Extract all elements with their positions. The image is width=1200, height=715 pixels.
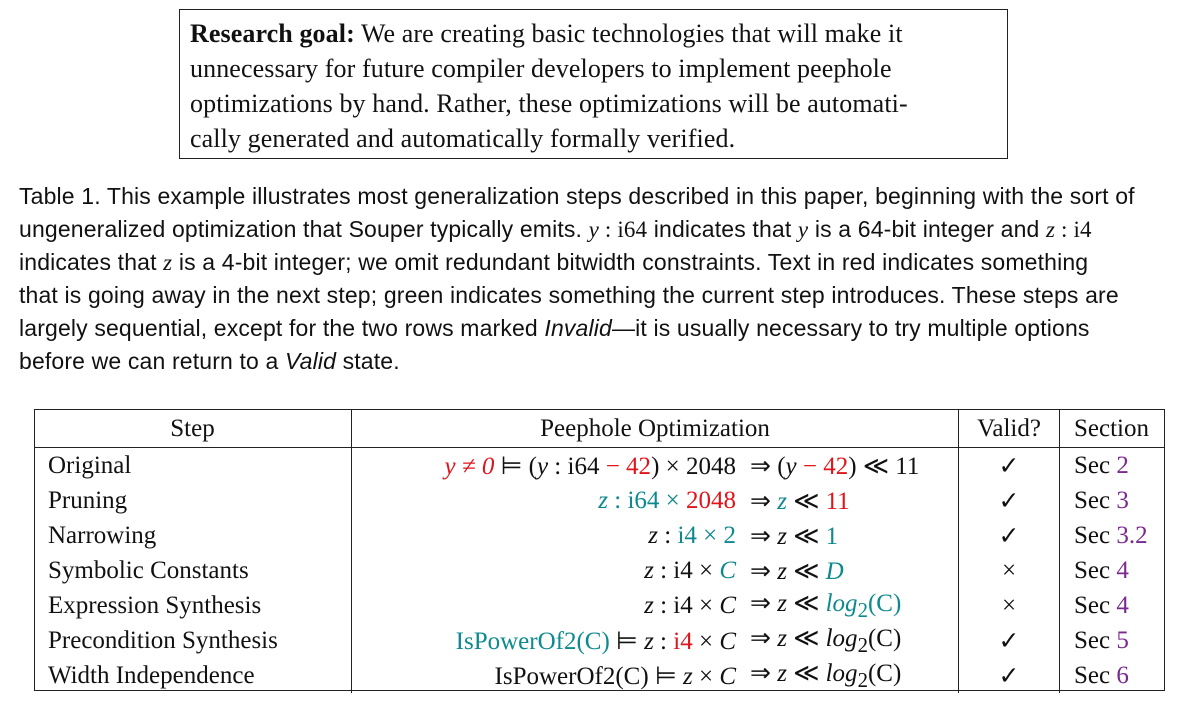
caption-text: state. xyxy=(336,348,400,374)
section-cell xyxy=(1060,658,1165,693)
log-base: 2 xyxy=(857,668,868,692)
step-cell: Precondition Synthesis xyxy=(48,626,278,654)
step-cell: Narrowing xyxy=(48,521,157,549)
math-text: ⇒ ( xyxy=(750,452,786,480)
introduced-term: D xyxy=(825,557,844,585)
math-var: z xyxy=(648,521,658,549)
math-text: ⇒ xyxy=(750,590,778,617)
section-link[interactable]: 6 xyxy=(1116,661,1129,689)
section-prefix: Sec xyxy=(1074,556,1117,584)
math-text: ⊨ ( xyxy=(494,452,537,480)
opt-lhs xyxy=(352,451,736,481)
caption-emphasis: Valid xyxy=(285,348,337,374)
math-text: ) ≪ 11 xyxy=(848,452,920,480)
section-prefix: Sec xyxy=(1074,486,1117,514)
removed-term: 11 xyxy=(825,487,850,515)
introduced-var: z xyxy=(777,487,787,515)
opt-rhs xyxy=(736,486,958,516)
header-valid: Valid? xyxy=(959,410,1060,448)
math-type: : i4 xyxy=(1055,217,1092,242)
math-var: y xyxy=(797,217,809,242)
opt-rhs xyxy=(736,521,958,551)
optimization-cell xyxy=(352,588,959,623)
caption-text: is a 64-bit integer and xyxy=(808,216,1047,242)
caption-text: is a 4-bit integer; we omit redundant bitwidth constraints. Text in red indicates something xyxy=(172,249,1089,275)
introduced-term: × 2 xyxy=(696,521,736,549)
math-text: : xyxy=(653,627,674,655)
header-step: Step xyxy=(35,410,352,448)
opt-lhs xyxy=(352,661,736,691)
math-text: ⇒ xyxy=(750,522,778,550)
introduced-term: 1 xyxy=(825,522,839,550)
caption-text: ungeneralized optimization that Souper typically emits. xyxy=(19,216,589,242)
goal-line-1 xyxy=(190,16,997,51)
math-var: y xyxy=(588,217,600,242)
goal-line-4: cally generated and automatically formally verified. xyxy=(190,124,736,153)
math-text: ⇒ xyxy=(750,557,778,585)
introduced-var: z xyxy=(598,486,608,514)
optimization-cell xyxy=(352,553,959,588)
opt-lhs xyxy=(352,487,736,515)
table-row xyxy=(35,483,1164,518)
math-text: ⊨ xyxy=(609,627,645,655)
section-link[interactable]: 3.2 xyxy=(1116,521,1148,549)
introduced-type: : i64 × xyxy=(608,486,686,514)
section-prefix: Sec xyxy=(1074,521,1117,549)
caption-text: before we can return to a xyxy=(19,348,285,374)
math-var: C xyxy=(719,662,736,690)
math-type: : i64 xyxy=(548,452,606,480)
math-var: z xyxy=(777,590,787,617)
step-cell: Expression Synthesis xyxy=(48,591,262,619)
optimization-cell xyxy=(352,518,959,553)
removed-term: i4 xyxy=(673,627,693,655)
math-text: × xyxy=(692,662,720,690)
math-text: × xyxy=(692,627,720,655)
opt-lhs xyxy=(352,626,736,656)
math-var: z xyxy=(163,250,173,275)
opt-rhs xyxy=(736,623,958,658)
caption-text: largely sequential, except for the two rows marked xyxy=(19,315,545,341)
step-cell: Original xyxy=(48,451,132,479)
optimization-cell xyxy=(352,658,959,693)
section-cell xyxy=(1060,623,1165,658)
optimization-cell xyxy=(352,448,959,484)
math-text: ≪ xyxy=(786,590,826,617)
math-text: ≪ xyxy=(786,487,826,515)
section-cell xyxy=(1060,448,1165,484)
section-prefix: Sec xyxy=(1074,451,1117,479)
caption-line-2 xyxy=(19,213,1184,246)
section-prefix: Sec xyxy=(1074,591,1117,619)
math-var: z xyxy=(682,662,693,690)
math-var: z xyxy=(644,556,654,584)
opt-rhs xyxy=(736,451,958,481)
table-row xyxy=(35,623,1164,658)
section-link[interactable]: 2 xyxy=(1116,451,1129,479)
math-type: : i64 xyxy=(599,217,648,242)
math-var: z xyxy=(777,625,787,652)
section-cell xyxy=(1060,483,1165,518)
math-var: z xyxy=(777,660,787,687)
valid-cell: ✓ xyxy=(959,448,1060,484)
log-arg: (C) xyxy=(867,590,902,617)
math-text: ≪ xyxy=(786,660,826,687)
caption-line-3 xyxy=(19,246,1184,279)
math-text: ⇒ xyxy=(750,625,778,652)
math-text: ≪ xyxy=(786,625,826,652)
math-text: ⊨ xyxy=(648,662,683,690)
valid-cell: ✓ xyxy=(959,658,1060,693)
math-text: ⇒ xyxy=(750,487,778,515)
step-cell: Pruning xyxy=(48,486,128,514)
section-link[interactable]: 5 xyxy=(1116,626,1129,654)
math-var: y xyxy=(536,452,549,480)
results-table xyxy=(35,410,1164,693)
removed-term: 2048 xyxy=(686,486,736,514)
section-link[interactable]: 3 xyxy=(1116,486,1129,514)
log-arg: (C) xyxy=(867,660,902,687)
header-peephole-optimization: Peephole Optimization xyxy=(352,410,959,448)
goal-line-3: optimizations by hand. Rather, these optimizations will be automati- xyxy=(190,89,908,118)
table-row xyxy=(35,588,1164,623)
section-cell xyxy=(1060,518,1165,553)
math-type: : i4 × xyxy=(653,556,720,584)
section-prefix: Sec xyxy=(1074,661,1117,689)
math-type: : i4 × xyxy=(653,591,720,619)
goal-line-2: unnecessary for future compiler developers to implement peephole xyxy=(190,54,892,83)
opt-rhs xyxy=(736,588,958,623)
math-var: y xyxy=(785,452,797,480)
section-prefix: Sec xyxy=(1074,626,1117,654)
math-var: C xyxy=(719,627,736,655)
introduced-precondition: IsPowerOf2(C) xyxy=(455,627,610,655)
math-text: ⇒ xyxy=(750,660,778,687)
math-var: z xyxy=(644,591,654,619)
caption-text: —it is usually necessary to try multiple options xyxy=(611,315,1090,341)
log-base: 2 xyxy=(857,633,868,657)
math-text: ≪ xyxy=(786,557,826,585)
optimization-cell xyxy=(352,483,959,518)
valid-cell: × xyxy=(959,588,1060,623)
math-var: z xyxy=(777,522,787,550)
removed-term: − 42 xyxy=(605,452,652,480)
introduced-type: i4 xyxy=(677,521,697,549)
valid-cell: ✓ xyxy=(959,623,1060,658)
goal-label: Research goal: xyxy=(190,19,355,48)
valid-cell: ✓ xyxy=(959,483,1060,518)
opt-rhs xyxy=(736,556,958,586)
step-cell: Width Independence xyxy=(48,661,255,689)
goal-text-1: We are creating basic technologies that will make it xyxy=(354,19,903,48)
caption-line-4: that is going away in the next step; green indicates something the current step introduces. These steps are xyxy=(19,282,1119,308)
table-row xyxy=(35,553,1164,588)
log-fn: log xyxy=(825,625,858,652)
math-var: C xyxy=(719,591,736,619)
math-text: ) × 2048 xyxy=(651,452,736,480)
math-text: ≪ xyxy=(786,522,826,550)
research-goal-box xyxy=(179,9,1008,159)
log-fn: log xyxy=(825,660,858,687)
precondition: y ≠ 0 xyxy=(444,452,495,480)
step-cell: Symbolic Constants xyxy=(48,556,249,584)
caption-line-1: Table 1. This example illustrates most generalization steps described in this paper, beginning with the sort of xyxy=(19,183,1135,209)
results-table-frame xyxy=(34,409,1165,691)
math-var: z xyxy=(1046,217,1056,242)
opt-lhs xyxy=(352,592,736,620)
introduced-term xyxy=(825,590,902,622)
table-row xyxy=(35,658,1164,693)
optimization-cell xyxy=(352,623,959,658)
caption-emphasis: Invalid xyxy=(544,315,612,341)
opt-rhs xyxy=(736,658,958,693)
header-section: Section xyxy=(1060,410,1165,448)
log-base: 2 xyxy=(857,598,868,622)
caption-text: indicates that xyxy=(19,249,164,275)
table-row xyxy=(35,448,1164,484)
introduced-term: C xyxy=(719,556,736,584)
caption-line-5 xyxy=(19,312,1184,345)
math-var: z xyxy=(777,557,787,585)
table-header-row xyxy=(35,410,1164,448)
precondition: IsPowerOf2(C) xyxy=(494,662,649,690)
table-row xyxy=(35,518,1164,553)
removed-term: − 42 xyxy=(796,452,849,480)
section-link[interactable]: 4 xyxy=(1116,591,1129,619)
opt-lhs xyxy=(352,557,736,585)
opt-lhs xyxy=(352,522,736,550)
section-link[interactable]: 4 xyxy=(1116,556,1129,584)
log-fn: log xyxy=(825,590,858,617)
caption-line-6 xyxy=(19,345,1184,378)
caption-text: indicates that xyxy=(647,216,798,242)
valid-cell: × xyxy=(959,553,1060,588)
section-cell xyxy=(1060,553,1165,588)
table-caption xyxy=(19,180,1184,378)
math-text: : xyxy=(657,521,678,549)
log-arg: (C) xyxy=(867,625,902,652)
math-var: z xyxy=(644,627,654,655)
valid-cell: ✓ xyxy=(959,518,1060,553)
section-cell xyxy=(1060,588,1165,623)
